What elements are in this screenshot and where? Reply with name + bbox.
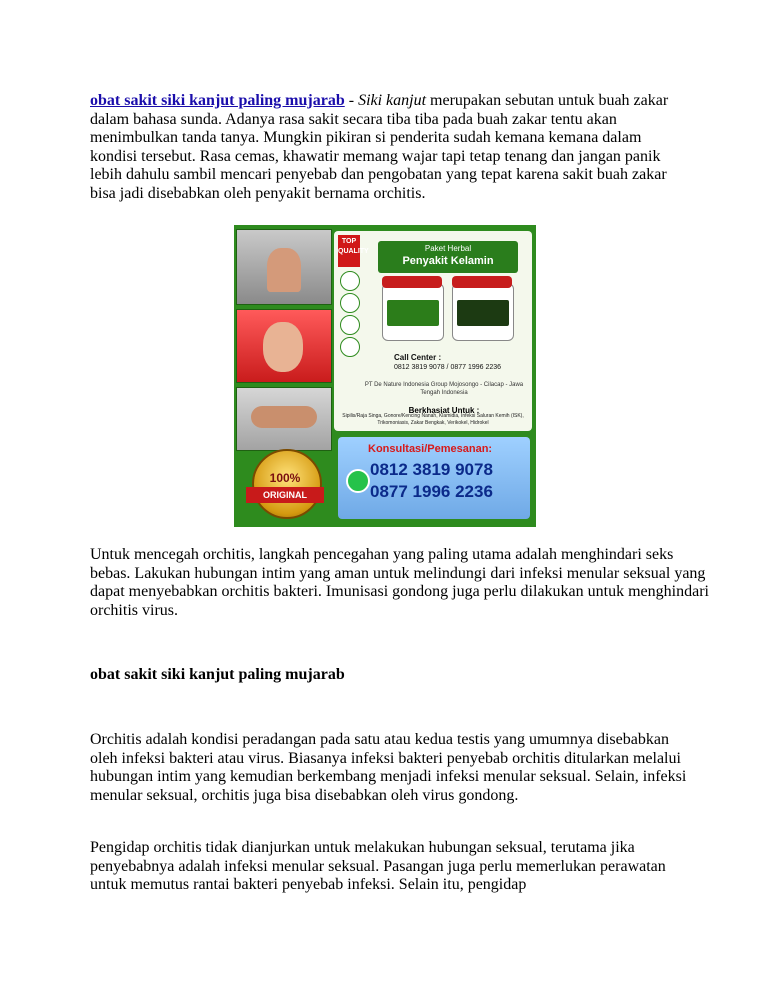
product-panel	[334, 231, 532, 431]
product-title: Penyakit Kelamin	[402, 255, 494, 267]
intro-paragraph	[90, 92, 690, 203]
call-center-numbers: 0812 3819 9078 / 0877 1996 2236	[394, 364, 502, 371]
symptom-photos	[236, 229, 330, 455]
product-jar-icon	[382, 283, 444, 341]
symptom-photo	[236, 309, 332, 383]
certification-icon	[340, 315, 360, 335]
product-subtitle: Paket Herbal	[424, 244, 472, 253]
phone-number-1: 0812 3819 9078	[370, 460, 493, 479]
consultation-title: Konsultasi/Pemesanan:	[368, 443, 493, 455]
intro-body: merupakan sebutan untuk buah zakar dalam bahasa sunda. Adanya rasa sakit secara tiba tiba pada buah zakar tentu akan menimbulkan tanda tanya. Mungkin pikiran si penderita sudah kemana kemana dalam kondisi tersebut. Rasa cemas, khawatir memang wajar tapi tetap tenang dan jangan panik lebih dahulu sambil mencari penyebab dan pengobatan yang tepat karena sakit buah zakar bisa jadi disebabkan oleh penyakit bernama orchitis.	[90, 92, 669, 202]
orchitis-paragraph: Orchitis adalah kondisi peradangan pada satu atau kedua testis yang umumnya disebabkan oleh infeksi bakteri atau virus. Biasanya infeksi bakteri penyebab orchitis ditularkan melalui hubungan intim yang kemudian berkembang menjadi infeksi menular seksual. Selain, infeksi menular seksual, orchitis juga bisa disebabkan oleh virus gondong.	[90, 731, 687, 804]
top-quality-badge: TOP QUALITY	[338, 235, 360, 267]
intro-separator: -	[344, 92, 359, 109]
call-center-label: Call Center :	[394, 353, 442, 362]
certification-icon	[340, 337, 360, 357]
whatsapp-icon	[346, 469, 370, 493]
benefits-title: Berkhasiat Untuk :	[408, 406, 480, 415]
medal-ribbon: ORIGINAL	[246, 487, 324, 503]
symptom-photo	[236, 229, 332, 305]
certification-icon	[340, 293, 360, 313]
prevention-paragraph: Untuk mencegah orchitis, langkah pencegahan yang paling utama adalah menghindari seks bebas. Lakukan hubungan intim yang aman untuk melindungi dari infeksi menular seksual yang dapat menyebabkan orchitis bakteri. Imunisasi gondong juga perlu dilakukan untuk menghindari orchitis virus.	[90, 546, 709, 619]
benefits-list: Sipilis/Raja Singa, Gonore/Kencing Nanah, Klamidia, Infeksi Saluran Kemih (ISK), Trikomoniasis, Zakar Bengkak, Verikokel, Hidrokel	[342, 413, 524, 426]
phone-number-2: 0877 1996 2236	[370, 482, 493, 501]
section-heading: obat sakit siki kanjut paling mujarab	[90, 666, 345, 683]
treatment-paragraph: Pengidap orchitis tidak dianjurkan untuk melakukan hubungan seksual, terutama jika penyebabnya adalah infeksi menular seksual. Pasangan juga perlu memerlukan perawatan untuk memutus rantai bakteri penyebab infeksi. Selain itu, pengidap	[90, 839, 666, 893]
symptom-photo	[236, 387, 332, 451]
company-info: PT De Nature Indonesia Group Mojosongo - Cilacap - Jawa Tengah Indonesia	[364, 382, 524, 396]
consultation-box	[338, 437, 530, 519]
call-center	[394, 353, 532, 372]
product-jar-icon	[452, 283, 514, 341]
article-link[interactable]: obat sakit siki kanjut paling mujarab	[90, 92, 345, 109]
intro-term: Siki kanjut	[358, 92, 427, 109]
product-title-box	[378, 241, 518, 273]
medal-percent: 100%	[269, 471, 301, 485]
product-banner-image	[234, 225, 536, 527]
certification-icon	[340, 271, 360, 291]
